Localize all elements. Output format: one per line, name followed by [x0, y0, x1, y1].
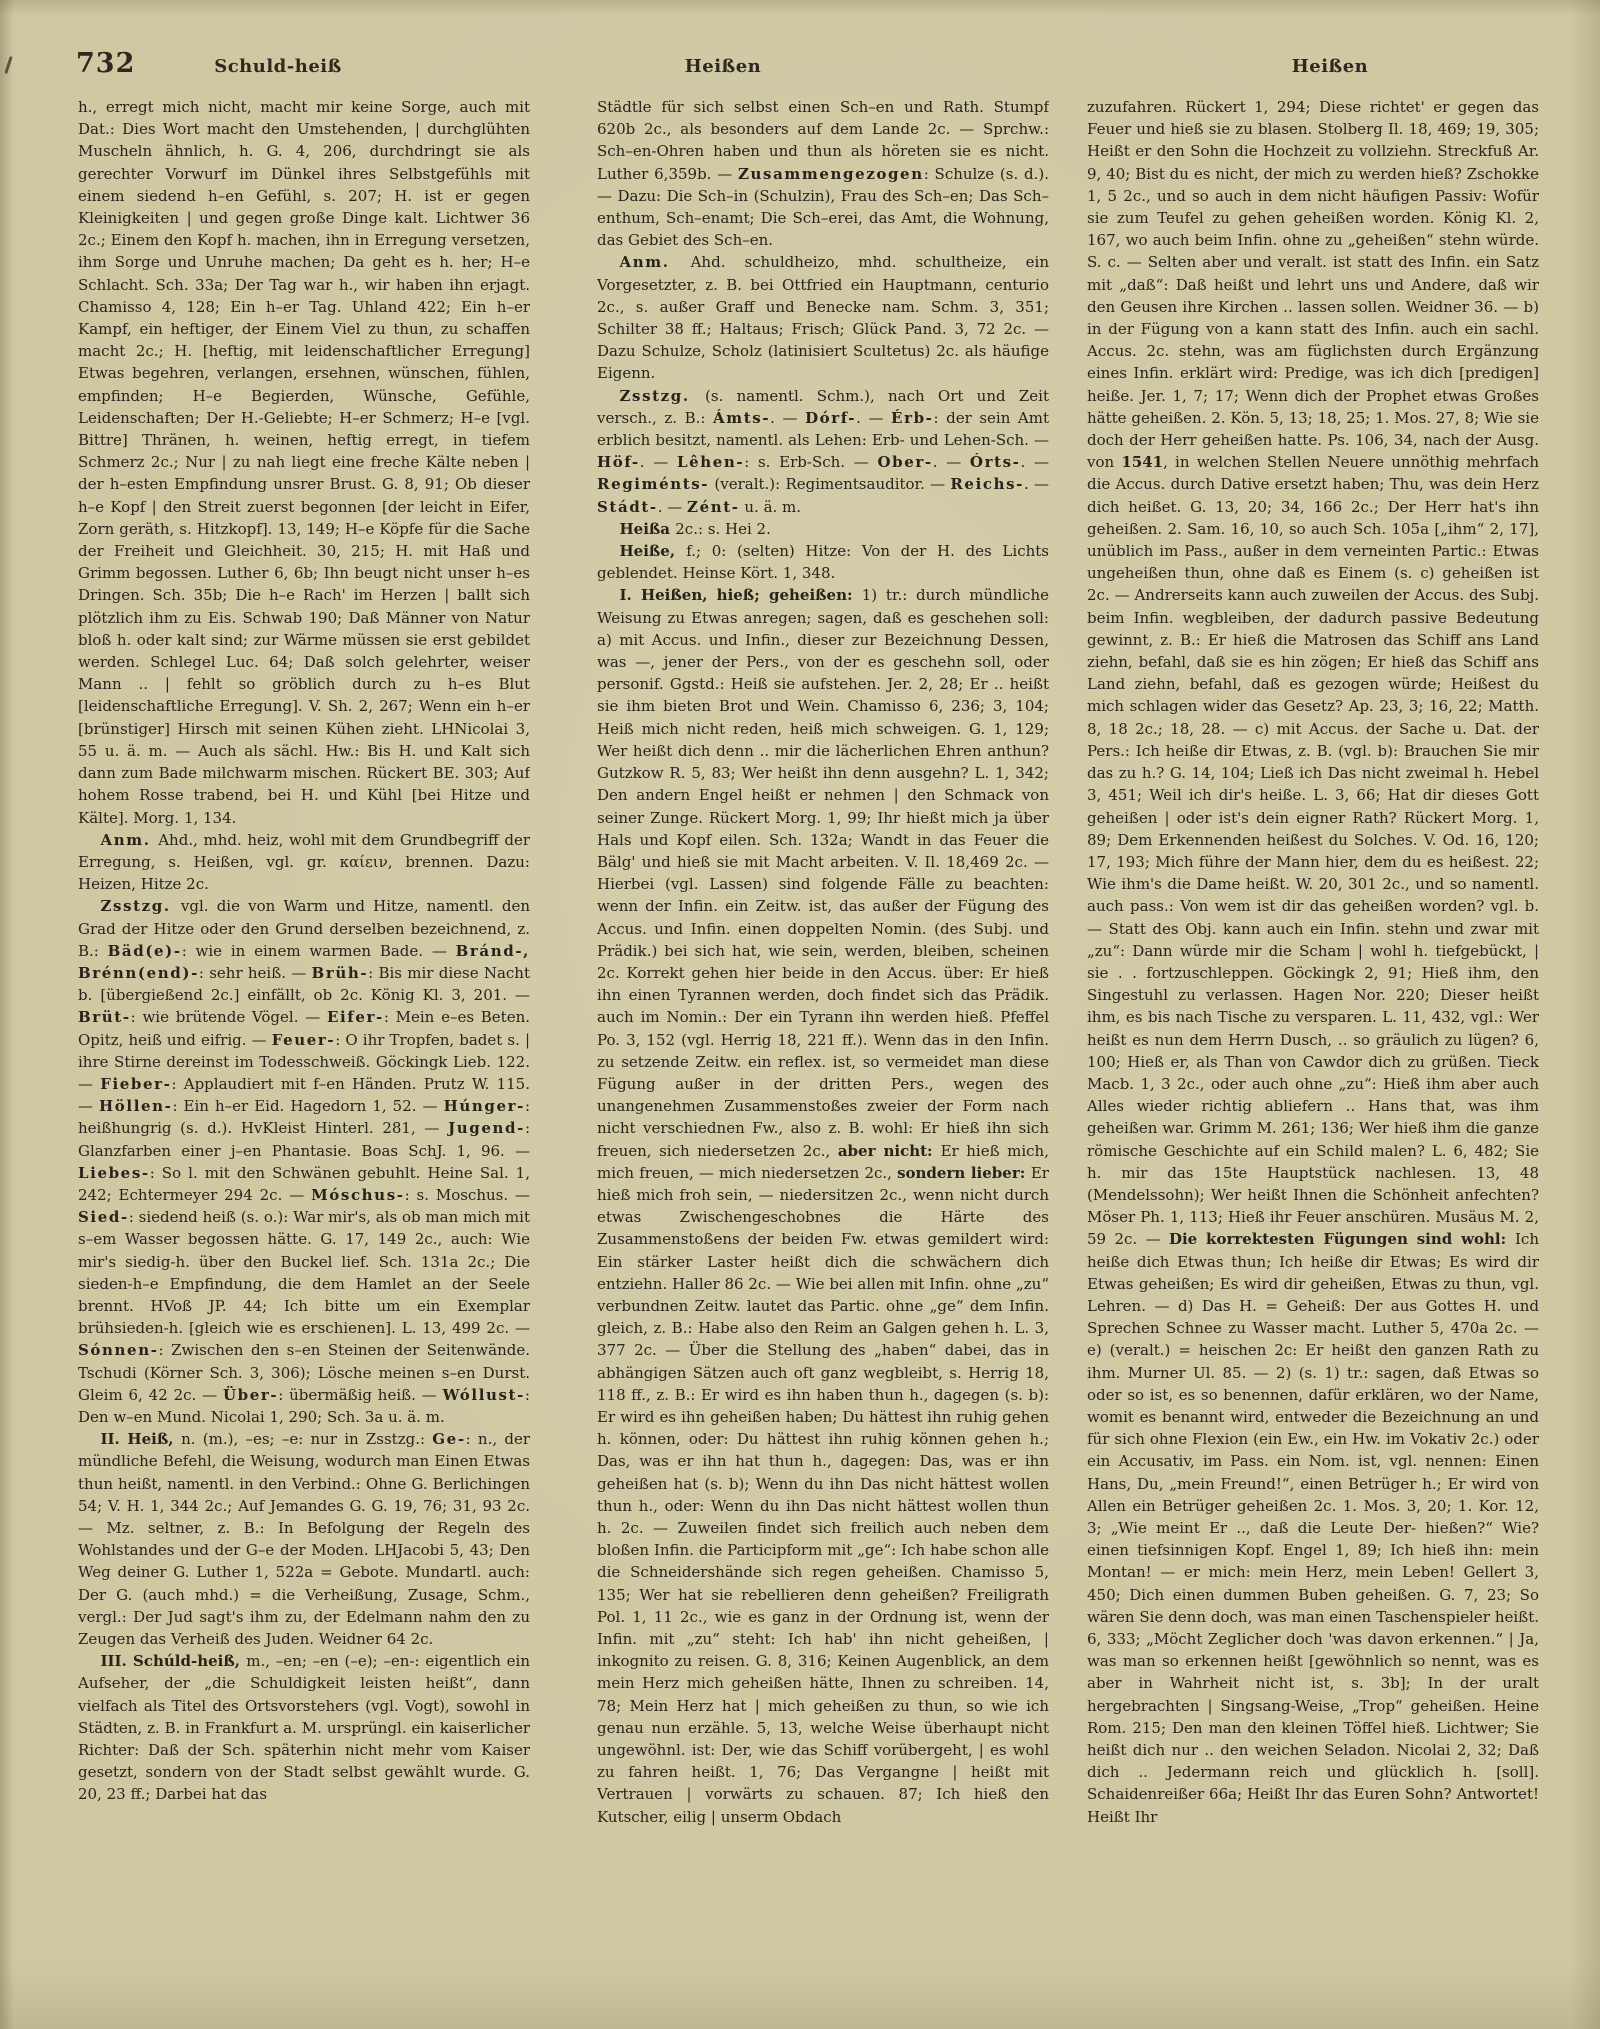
- paragraph: [78, 1650, 530, 1805]
- headword-run: Érb-: [891, 408, 934, 427]
- text-column-right: [1087, 96, 1539, 1828]
- headword-run: Eifer-: [326, 1008, 384, 1027]
- text-run: h., erregt mich nicht, macht mir keine Sorge, auch mit Dat.: Dies Wort macht den Umstehenden, | durchglühten Muscheln ähnlich, h. G. 4, 206, durchdringt sie als gerechter Vorwurf im Dünkel ihres Selbstgefühls mit einem siedend h–en Gefühl, s. 207; H. ist er gegen Kleinigkeiten | und gegen große Dinge kalt. Lichtwer 36 2c.; Einem den Kopf h. machen, ihn in Erregung versetzen, ihm Sorge und Unruhe machen; Da geht es h. her; H–e Schlacht. Sch. 33a; Der Tag war h., wir haben ihn erjagt. Chamisso 4, 128; Ein h–er Tag. Uhland 422; Ein h–er Kampf, ein heftiger, der Einem Viel zu thun, zu schaffen macht 2c.; H. [heftig, mit leidenschaftlicher Erregung] Etwas begehren, verlangen, ersehnen, wünschen, fühlen, empfinden; H–e Begierden, Wünsche, Gefühle, Leidenschaften; Der H.-Geliebte; H–er Schmerz; H–e [vgl. Bittre] Thränen, h. weinen, heftig erregt, in tiefem Schmerz 2c.; Nur | zu nah liegt eine freche Kälte neben | der h–esten Empfindung unsrer Brust. G. 8, 91; Ob dieser h–e Kopf | den Streit zuerst begonnen [der leicht in Eifer, Zorn geräth, s. Hitzkopf]. 13, 149; H–e Köpfe für die Sache der Freiheit und Gleichheit. 30, 215; H. mit Haß und Grimm begossen. Luther 6, 6b; Ihn beugt nicht unser h–es Dringen. Sch. 35b; Die h–e Rach' im Herzen | ballt sich plötzlich ihm zu Eis. Schwab 190; Daß Männer von Natur bloß h. oder kalt sind; zur Wärme müssen sie erst gebildet werden. Schlegel Luc. 64; Daß solch gelehrter, weiser Mann .. | fehlt so gröblich durch zu h–es Blut [leidenschaftliche Erregung]. V. Sh. 2, 267; Wenn ein h–er [brünstiger] Hirsch mit seinen Kühen zieht. LHNicolai 3, 55 u. ä. m. — Auch als sächl. Hw.: Bis H. und Kalt sich dann zum Bade milchwarm mischen. Rückert BE. 303; Auf hohem Rosse trabend, bei H. und Kühl [bei Hitze und Kälte]. Morg. 1, 134.: [78, 98, 530, 827]
- text-run: f.; 0: (selten) Hitze: Von der H. des Lichts geblendet. Heinse Kört. 1, 348.: [597, 542, 1049, 583]
- text-run: Ahd. schuldheizo, mhd. schultheize, ein Vorgesetzter, z. B. bei Ottfried ein Hauptmann, centurio 2c., s. außer Graff und Benecke nam. Schm. 3, 351; Schilter 38 ff.; Haltaus; Frisch; Glück Pand. 3, 72 2c. — Dazu Schulze, Scholz (latinisiert Scultetus) 2c. als häufige Eigenn.: [597, 253, 1049, 383]
- headword-run: Sied-: [78, 1208, 129, 1227]
- page-edge-mark: [4, 56, 12, 74]
- text-run: , in welchen Stellen Neuere unnöthig mehrfach die Accus. durch Dative ersetzt haben; Thu, was dein Herz dich heißet. G. 13, 20; 34, 166 2c.; Der Herr hat's ihn geheißen. 2. Sam. 16, 10, so auch Sch. 105a [„ihm“ 2, 17], unüblich im Pass., außer in dem verneinten Partic.: Etwas ungeheißen thun, ohne daß es Einem (s. c) geheißen ist 2c. — Andrerseits kann auch zuweilen der Accus. des Subj. beim Infin. wegbleiben, der dadurch passive Bedeutung gewinnt, z. B.: Er hieß die Matrosen das Schiff ans Land ziehn, befahl, daß sie es hin zögen; Er hieß das Schiff ans Land ziehn, befahl, daß es gezogen würde; Heißest du mich schlagen wider das Gesetz? Ap. 23, 3; 16, 22; Matth. 8, 18 2c.; 18, 28. — c) mit Accus. der Sache u. Dat. der Pers.: Ich heiße dir Etwas, z. B. (vgl. b): Brauchen Sie mir das zu h.? G. 14, 104; Ließ ich Das nicht zweimal h. Hebel 3, 451; Weil ich dir's heiße. L. 3, 66; Hat dir dieses Gott geheißen | oder ist's dein eigner Rath? Rückert Morg. 1, 89; Dem Erkennenden heißest du Solches. V. Od. 16, 120; 17, 193; Mich führe der Mann hier, dem du es heißest. 22; Wie ihm's die Dame heißt. W. 20, 301 2c., und so namentl. auch pass.: Von wem ist dir das geheißen worden? vgl. b. — Statt des Obj. kann auch ein Infin. stehn und zwar mit „zu“: Dann würde mir die Scham | wohl h. tiefgebückt, | sie . . fortzuschleppen. Göckingk 2, 91; Hieß ihm, den Singestuhl zu verlassen. Hagen Nor. 220; Dieser heißt ihm, es bis nach Tische zu versparen. L. 11, 432, vgl.: Wer heißt es nun dem Herrn Dusch, .. so gräulich zu lügen? 6, 100; Hieß er, als Than von Cawdor dich zu grüßen. Tieck Macb. 1, 3 2c., oder auch ohne „zu“: Hieß ihm aber auch Alles wieder richtig abliefern .. Hans that, was ihm geheißen war. Grimm M. 261; 136; Wer hieß ihm die ganze römische Geschichte auf ein Schild malen? L. 6, 482; Sie h. mir das 15te Hauptstück nachlesen. 13, 48 (Mendelssohn); Wer heißt Ihnen die Schönheit anfechten? Möser Ph. 1, 113; Hieß ihr Feuer anschüren. Musäus M. 2, 59 2c. —: [1087, 453, 1539, 1249]
- headword-run: Fieber-: [100, 1074, 172, 1093]
- text-run: : s. Erb-Sch. —: [744, 453, 878, 472]
- text-run: zuzufahren. Rückert 1, 294; Diese richtet' er gegen das Feuer und hieß sie zu blasen. Stolberg Il. 18, 469; 19, 305; Heißt er den Sohn die Hochzeit zu vollziehn. Streckfuß Ar. 9, 40; Bist du es nicht, der mich zu werden hieß? Zschokke 1, 5 2c., und so auch in dem nicht häufigen Passiv: Wofür sie zum Teufel zu gehen geheißen worden. König Kl. 2, 167, wo auch beim Infin. ohne zu „geheißen“ stehn würde. S. c. — Selten aber und veralt. ist statt des Infin. ein Satz mit „daß“: Daß heißt und lehrt uns und Andere, daß wir den Geusen ihre Kirchen .. lassen sollen. Weidner 36. — b) in der Fügung von a kann statt des Infin. auch ein sachl. Accus. 2c. stehn, was am füglichsten durch Ergänzung eines Infin. erklärt wird: Predige, was ich dich [predigen] heiße. Jer. 1, 7; 17; Wenn dich der Prophet etwas Großes hätte geheißen. 2. Kön. 5, 13; 18, 25; 1. Mos. 27, 8; Wie sie doch der Herr geheißen hatte. Ps. 106, 34, nach der Ausg. von: [1087, 98, 1539, 472]
- headword-run: Ámts-: [713, 408, 771, 427]
- headword-run: Ober-: [877, 453, 933, 472]
- text-run: n. (m.), –es; –e: nur in Zsstzg.:: [181, 1430, 433, 1449]
- text-run: : heißhungrig (s. d.). HvKleist Hinterl. 281, —: [78, 1097, 530, 1138]
- text-run: . —: [770, 408, 806, 427]
- headword-run: Liebes-: [78, 1163, 150, 1182]
- headword-run: Órts-: [969, 453, 1021, 472]
- text-run: : O ihr Tropfen, badet s. | ihre Stirne dereinst im Todesschweiß. Göckingk Lieb. 122. —: [78, 1030, 530, 1093]
- text-run: : s. Moschus. —: [404, 1185, 530, 1204]
- headword-run: Sónnen-: [78, 1341, 159, 1360]
- headword-run: Regiménts-: [597, 475, 710, 494]
- headword-run: Die korrektesten Fügungen sind wohl:: [1168, 1230, 1515, 1249]
- headword-run: Húnger-: [443, 1097, 525, 1116]
- headword-run: Anm.: [100, 830, 159, 849]
- text-run: Er hieß mich froh sein, — niedersitzen 2c., wenn nicht durch etwas Zwischengeschobnes die Härte des Zusammenstoßens der beiden Fw. etwas gemildert wird: Ein stärker Laster heißt dich die schwächern dich entziehn. Haller 86 2c. — Wie bei allen mit Infin. ohne „zu“ verbundnen Zeitw. lautet das Partic. ohne „ge“ dem Infin. gleich, z. B.: Habe also den Reim an Galgen gehen h. L. 3, 377 2c. — Über die Stellung des „haben“ dabei, das in abhängigen Sätzen auch oft ganz wegbleibt, s. Herrig 18, 118 ff., z. B.: Er wird es ihn haben thun h., dagegen (s. b): Er wird es ihn geheißen haben; Du hättest ihn ruhig gehen h. können, oder: Du hättest ihn ruhig können gehen h.; Das, was er ihn hat thun h., dagegen: Das, was er ihn geheißen hat (s. b); Wenn du ihn Das nicht hättest wollen thun h., oder: Wenn du ihn Das nicht hättest wollen thun h. 2c. — Zuweilen findet sich freilich auch neben dem bloßen Infin. die Participform mit „ge“: Ich habe schon alle die Schneidershände sich regen geheißen. Chamisso 5, 135; Wer hat sie rebellieren denn geheißen? Freiligrath Pol. 1, 11 2c., wie es ganz in der Ordnung ist, wenn der Infin. mit „zu“ steht: Ich hab' ihn nicht geheißen, | inkognito zu reisen. G. 8, 316; Keinen Augenblick, an dem mein Herz mich geheißen hätte, Ihnen zu schreiben. 14, 78; Mein Herz hat | mich geheißen zu thun, so wie ich genau nun erzähle. 5, 13, welche Weise überhaupt nicht ungewöhnl. ist: Der, wie das Schiff vorübergeht, | es wohl zu fahren heißt. 1, 76; Das Vergangne | heißt mit Vertrauen | vorwärts zu schauen. 87; Ich hieß den Kutscher, eilig | unserm Obdach: [597, 1163, 1049, 1826]
- text-run: 1) tr.: durch mündliche Weisung zu Etwas anregen; sagen, daß es geschehen soll: a) mit Accus. und Infin., dieser zur Bezeichnung Dessen, was —, jener der Pers., von der es geschehn soll, oder personif. Ggstd.: Heiß sie aufstehen. Jer. 2, 28; Er .. heißt sie ihm bieten Brot und Wein. Chamisso 6, 236; 3, 104; Heiß mich nicht reden, heiß mich schweigen. G. 1, 129; Wer heißt dich denn .. mir die lächerlichen Ehren anthun? Gutzkow R. 5, 83; Wer heißt ihn denn ausgehn? L. 1, 342; Den andern Engel heißt er nehmen | den Schmack von seiner Zunge. Rückert Morg. 1, 99; Ihr hießt mich ja über Hals und Kopf eilen. Sch. 132a; Wandt in das Feuer die Bälg' und hieß sie mit Macht arbeiten. V. Il. 18,469 2c. — Hierbei (vgl. Lassen) sind folgende Fälle zu beachten: wenn der Infin. ein Zeitw. ist, das außer der Fügung des Accus. und Infin. einen doppelten Nomin. (des Subj. und Prädik.) bei sich hat, wie sein, werden, bleiben, scheinen 2c. Korrekt gehen hier beide in den Accus. über: Er hieß ihn einen Tyrannen werden, doch findet sich das Prädik. auch im Nomin.: Der ein Tyrann ihn werden hieß. Pfeffel Po. 3, 152 (vgl. Herrig 18, 221 ff.). Wenn das in den Infin. zu setzende Zeitw. ein reflex. ist, so vermeidet man diese Fügung außer in der dritten Pers., wegen des unangenehmen Zusammenstoßes zweier der Form nach nicht verschiednen Fw., also z. B. wohl: Er hieß ihn sich freuen, sich niedersetzen 2c.,: [597, 586, 1049, 1160]
- text-run: : So l. mit den Schwänen gebuhlt. Heine Sal. 1, 242; Echtermeyer 294 2c. —: [78, 1163, 530, 1204]
- headword-run: Über-: [222, 1385, 279, 1404]
- headword-run: Höf-: [597, 453, 640, 472]
- running-head-left: Schuld-heiß: [214, 56, 342, 77]
- text-run: . —: [657, 497, 688, 516]
- running-head-right: Heißen: [1291, 56, 1369, 77]
- headword-run: aber nicht:: [837, 1141, 941, 1160]
- headword-run: Heiße,: [619, 542, 687, 561]
- text-run: : Schulze (s. d.). — Dazu: Die Sch–in (Schulzin), Frau des Sch–en; Das Sch–enthum, Sch–enamt; Die Sch–erei, das Amt, die Wohnung, das Gebiet des Sch–en.: [597, 164, 1049, 250]
- running-head-center: Heißen: [684, 56, 762, 77]
- headword-run: Zsstzg.: [100, 897, 181, 916]
- text-run: : Den w–en Mund. Nicolai 1, 290; Sch. 3a u. ä. m.: [78, 1385, 530, 1426]
- paragraph: [597, 251, 1049, 384]
- text-run: . —: [639, 453, 677, 472]
- text-run: : Zwischen den s–en Steinen der Seitenwände. Tschudi (Körner Sch. 3, 306); Lösche meinen s–en Durst. Gleim 6, 42 2c. —: [78, 1341, 530, 1404]
- text-run: . —: [1020, 453, 1049, 472]
- headword-run: Wóllust-: [442, 1385, 525, 1404]
- headword-run: Feuer-: [271, 1030, 336, 1049]
- paragraph: [78, 829, 530, 896]
- headword-run: Lêhen-: [676, 453, 745, 472]
- text-run: Städtle für sich selbst einen Sch–en und Rath. Stumpf 620b 2c., als besonders auf dem Lande 2c. — Sprchw.: Sch–en-Ohren haben und thun als höreten sie es nicht. Luther 6,359b. —: [597, 98, 1049, 183]
- headword-run: I. Heißen, hieß; geheißen:: [619, 586, 862, 605]
- page-number: 732: [76, 48, 136, 79]
- text-run: : der sein Amt erblich besitzt, namentl. als Lehen: Erb- und Lehen-Sch. —: [597, 408, 1049, 450]
- text-run: Er hieß mich, mich freuen, — mich niedersetzen 2c.,: [597, 1141, 1049, 1182]
- text-run: : sehr heiß. —: [198, 963, 312, 982]
- headword-run: Dórf-: [805, 408, 857, 427]
- paragraph: [597, 96, 1049, 251]
- headword-run: Reichs-: [950, 475, 1024, 494]
- text-run: : wie brütende Vögel. —: [130, 1008, 327, 1027]
- text-run: : Ein h–er Eid. Hagedorn 1, 52. —: [172, 1097, 444, 1116]
- text-run: : siedend heiß (s. o.): War mir's, als ob man mich mit s–em Wasser begossen hätte. G. 17, 149 2c., auch: Wie mir's siedig-h. über den Buckel lief. Sch. 131a 2c.; Die sieden-h–e Empfindung, die dem Hamlet an der Seele brennt. HVoß JP. 44; Ich bitte um ein Exemplar brühsieden-h. [gleich wie es erschienen]. L. 13, 499 2c. —: [78, 1208, 530, 1338]
- headword-run: Anm.: [619, 253, 691, 272]
- text-run: : Applaudiert mit f–en Händen. Prutz W. 115. —: [78, 1074, 530, 1116]
- headword-run: 1541: [1121, 453, 1164, 472]
- text-run: vgl. die von Warm und Hitze, namentl. den Grad der Hitze oder den Grund derselben bezeichnend, z. B.:: [78, 897, 530, 960]
- headword-run: Stádt-: [597, 497, 658, 516]
- text-run: : übermäßig heiß. —: [278, 1385, 443, 1404]
- headword-run: Heißa: [619, 519, 676, 538]
- text-run: . —: [932, 453, 970, 472]
- text-run: u. ä. m.: [739, 497, 802, 516]
- text-run: (veralt.): Regimentsauditor. —: [709, 475, 951, 494]
- text-run: . —: [856, 408, 892, 427]
- headword-run: Höllen-: [99, 1097, 173, 1116]
- paragraph: [597, 518, 1049, 540]
- headword-run: Móschus-: [311, 1185, 405, 1204]
- text-run: . —: [1023, 475, 1049, 494]
- paragraph: [597, 584, 1049, 1827]
- text-run: : Mein e–es Beten. Opitz, heiß und eifrig. —: [78, 1008, 530, 1049]
- text-run: (s. namentl. Schm.), nach Ort und Zeit versch., z. B.:: [597, 386, 1049, 427]
- headword-run: II. Heiß,: [100, 1430, 182, 1449]
- headword-run: Zsstzg.: [619, 386, 706, 405]
- headword-run: Bránd-, Brénn(end)-: [78, 941, 530, 982]
- text-run: : wie in einem warmen Bade. —: [181, 941, 456, 960]
- text-run: : Bis mir diese Nacht b. [übergießend 2c.] einfällt, ob 2c. König Kl. 3, 201. —: [78, 963, 530, 1005]
- text-run: Ich heiße dich Etwas thun; Ich heiße dir Etwas; Es wird dir Etwas geheißen; Es wird dir geheißen, Etwas zu thun, vgl. Lehren. — d) Das H. = Geheiß: Der aus Gottes H. und Sprechen Schnee zu Wasser macht. Luther 5, 470a 2c. — e) (veralt.) = heischen 2c: Er heißt den ganzen Rath zu ihm. Murner Ul. 85. — 2) (s. 1) tr.: sagen, daß Etwas so oder so ist, es so benennen, dafür erklären, wo der Name, womit es benannt wird, entweder die Bezeichnung an und für sich ohne Flexion (ein Ew., ein Hw. im Vokativ 2c.) oder ein Accusativ, im Pass. ein Nom. ist, vgl. nennen: Einen Hans, Du, „mein Freund!“, einen Betrüger h.; Er wird von Allen ein Betrüger geheißen 2c. 1. Mos. 3, 20; 1. Kor. 12, 3; „Wie meint Er .., daß die Leute Der- hießen?“ Wie? einen tiefsinnigen Kopf. Engel 1, 89; Ich hieß ihn: mein Montan! — er mich: mein Herz, mein Leben! Gellert 3, 450; Dich einen dummen Buben geheißen. G. 7, 23; So wären Sie denn doch, was man einen Taschenspieler heißt. 6, 333; „Möcht Zeglicher doch 'was davon erkennen.“ | Ja, was man so erkennen heißt [gewöhnlich so nennt, was es aber in Wahrheit nicht ist, s. 3b]; In der uralt hergebrachten | Singsang-Weise, „Trop“ geheißen. Heine Rom. 215; Den man den kleinen Töffel hieß. Lichtwer; Sie heißt dich nur .. den weichen Seladon. Nicolai 2, 32; Daß dich .. Jedermann reich und glücklich h. [soll]. Schaidenreißer 66a; Heißt Ihr das Euren Sohn? Antwortet! Heißt Ihr: [1087, 1230, 1539, 1826]
- text-column-left: [78, 96, 530, 1806]
- headword-run: III. Schúld-heiß,: [100, 1652, 247, 1671]
- paragraph: [78, 96, 530, 829]
- headword-run: Ge-: [432, 1430, 466, 1449]
- headword-run: Bäd(e)-: [107, 941, 182, 960]
- headword-run: Brüt-: [78, 1008, 131, 1027]
- headword-run: Brüh-: [311, 963, 369, 982]
- paragraph: [597, 385, 1049, 518]
- text-run: Ahd., mhd. heiz, wohl mit dem Grundbegriff der Erregung, s. Heißen, vgl. gr. καίειν, brennen. Dazu: Heizen, Hitze 2c.: [78, 830, 530, 894]
- headword-run: Jugend-: [448, 1119, 525, 1138]
- text-run: m., –en; –en (–e); –en-: eigentlich ein Aufseher, der „die Schuldigkeit leisten heißt“, dann vielfach als Titel des Ortsvorstehers (vgl. Vogt), sowohl in Städten, z. B. in Frankfurt a. M. ursprüngl. ein kaiserlicher Richter: Daß der Sch. späterhin nicht mehr vom Kaiser gesetzt, sondern von der Stadt selbst gewählt wurde. G. 20, 23 ff.; Darbei hat das: [78, 1652, 530, 1804]
- headword-run: Zusammengezogen: [738, 164, 924, 183]
- paragraph: [1087, 96, 1539, 1828]
- paragraph: [78, 895, 530, 1428]
- paragraph: [597, 540, 1049, 584]
- text-run: 2c.: s. Hei 2.: [675, 519, 771, 538]
- paragraph: [78, 1428, 530, 1650]
- headword-run: sondern lieber:: [897, 1163, 1031, 1182]
- headword-run: Zént-: [687, 497, 740, 516]
- text-run: : Glanzfarben einer j–en Phantasie. Boas SchJ. 1, 96. —: [78, 1119, 530, 1160]
- text-run: : n., der mündliche Befehl, die Weisung, wodurch man Einen Etwas thun heißt, namentl. in den Verbind.: Ohne G. Berlichingen 54; V. H. 1, 344 2c.; Auf Jemandes G. G. 19, 76; 31, 93 2c. — Mz. seltner, z. B.: In Befolgung der Regeln des Wohlstandes und der G–e der Moden. LHJacobi 5, 43; Den Weg deiner G. Luther 1, 522a = Gebote. Mundartl. auch: Der G. (auch mhd.) = die Verheißung, Zusage, Schm., vergl.: Der Jud sagt's ihm zu, der Edelmann nahm den zu Zeugen das Verheiß des Juden. Weidner 64 2c.: [78, 1430, 530, 1649]
- text-column-center: [597, 96, 1049, 1828]
